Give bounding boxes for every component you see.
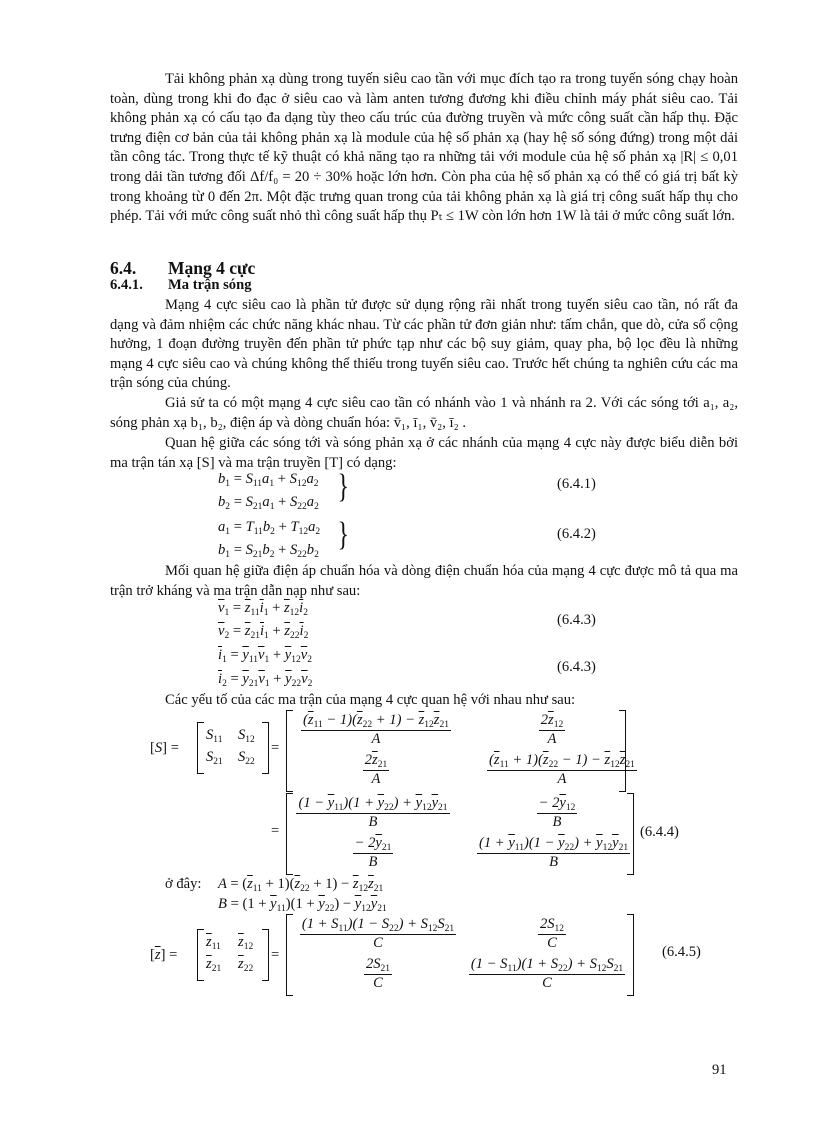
- equation-b1: $b_1 = S_{11}a_1 + S_{12}a_2$: [218, 471, 319, 489]
- equation-v1: $\overline{v}_1 = \overline{z}_{11}\overline{i}_1 + \overline{z}_{12}\overline{i}_2$: [218, 600, 308, 618]
- equation-b1-transfer: $b_1 = S_{21}b_2 + S_{22}b_2$: [218, 542, 319, 560]
- equation-number-6-4-3a: (6.4.3): [557, 612, 596, 628]
- equation-number-6-4-5: (6.4.5): [662, 944, 701, 960]
- document-page: Tải không phản xạ dùng trong tuyến siêu cao tần với mục đích tạo ra trong tuyến sóng chạy hoàn toàn, dùng trong khi đo đạc ở siêu cao và làm anten tương đương khi điều chỉnh máy phát siêu cao. Tải không phản xạ có cấu tạo đa dạng tùy theo cấu trúc của đường truyền và mức công suất cần hấp thụ. Đặc trưng điện cơ bản của tải không phản xạ là module của hệ số phản xạ (hay hệ số sóng đứng) trong một dải tần công tác. Trong thực tế kỹ thuật có khả năng tạo ra những tải với module của hệ số phản xạ |R| ≤ 0,01 trong dải tần tương đối Δf/f₀ = 20 ÷ 30% hoặc lớn hơn. Còn pha của hệ số phản xạ có thể có giá trị bất kỳ trong khoảng từ 0 đến 2π. Một đặc trưng quan trong của tải không phản xạ là giá trị công suất hấp thụ cho phép. Tải với mức công suất nhỏ thì công suất hấp thụ Pₜ ≤ 1W còn lớn hơn 1W là tải ở mức công suất lớn. 6.4. Mạng 4 cực 6.4.1. Ma trận sóng Mạng 4 cực siêu cao là phần tử được sử dụng rộng rãi nhất trong tuyến siêu cao tần, nó rất đa dạng và đảm nhiệm các chức năng khác nhau. Từ các phần tử đơn giản như: tấm chắn, que dò, cửa sổ cộng hưởng, 1 đoạn đường truyền đến phần tử phức tạp như các bộ suy giảm, quay pha, bộ lọc đều là những mạng 4 cực siêu cao và chúng không thể thiếu trong tuyến siêu cao. Trước hết chúng ta nghiên cứu các ma trận sóng của chúng. Giả sử ta có một mạng 4 cực siêu cao tần có nhánh vào 1 và nhánh ra 2. Với các sóng tới a₁, a₂, sóng phản xạ b₁, b₂, điện áp và dòng chuẩn hóa: v̄₁, ī₁, v̄₂, ī₂ . Quan hệ giữa các sóng tới và sóng phản xạ ở các nhánh của mạng 4 cực này được biểu diễn bởi ma trận tán xạ [S] và ma trận truyền [T] có dạng: $b_1 = S_{11}a_1 + S_{12}a_2$ $b_2 = S_{21}a_1 + S_{22}a_2$ } (6.4.1) $a_1 = T_{11}b_2 + T_{12}a_2$ $b_1 = S_{21}b_2 + S_{22}b_2$ } (6.4.2) Mối quan hệ giữa điện áp chuẩn hóa và dòng điện chuẩn hóa của mạng 4 cực được mô tả qua ma trận trở kháng và ma trận dẫn nạp như sau: $\overline{v}_1 = \overline{z}_{11}\overline{i}_1 + \overline{z}_{12}\overline{i}_2$ $\overline{v}_2 = \overline{z}_{21}\overline{i}_1 + \overline{z}_{22}\overline{i}_2$ (6.4.3) $\overline{i}_1 = \overline{y}_{11}\overline{v}_1 + \overline{y}_{12}\overline{v}_2$ $\overline{i}_2 = \overline{y}_{21}\overline{v}_1 + \overline{y}_{22}\overline{v}_2$ (6.4.3) Các yếu tố của các ma trận của mạng 4 cực quan hệ với nhau như sau: [S] = $S_{11}$ $S_{12}$ $S_{21}$ $S_{22}$ = $\frac{(\overline{z}_{11} - 1)(\overline{z}_{22} + 1) - \overline{z}_{12}\overline{z}_{21}}{A}$ $\frac{2\overline{z}_{12}}{A}$ $\frac{2\overline{z}_{21}}{A}$ $\frac{(\overline{z}_{11} + 1)(\overline{z}_{22} - 1) - \overline{z}_{12}\overline{z}_{21}}{A}$ = $\frac{(1 - \overline{y}_{11})(1 + \overline{y}_{22}) + \overline{y}_{12}\overline{y}_{21}}{B}$ $\frac{- 2\overline{y}_{12}}{B}$ $\frac{- 2\overline{y}_{21}}{B}$ $\frac{(1 + \overline{y}_{11})(1 - \overline{y}_{22}) + \overline{y}_{12}\overline{y}_{21}}{B}$ (6.4.4) ở đây: $A = (\overline{z}_{11} + 1)(\overline{z}_{22} + 1) - \overline{z}_{12}\overline{z}_{21}$ $B = (1 + \overline{y}_{11})(1 + \overline{y}_{22}) - \overline{y}_{12}\overline{y}_{21}$ $[\overline{z}]$ = $\overline{z}_{11}$ $\overline{z}_{12}$ $\overline{z}_{21}$ $\overline{z}_{22}$ = $\frac{(1 + S_{11})(1 - S_{22}) + S_{12}S_{21}}{C}$ $\frac{2S_{12}}{C}$ $\frac{2S_{21}}{C}$ $\frac{(1 - S_{11})(1 + S_{22}) + S_{12}S_{21}}{C}$ (6.4.5) 91: [110, 71, 738, 1078]
- equation-i1: $\overline{i}_1 = \overline{y}_{11}\overline{v}_1 + \overline{y}_{12}\overline{v}_2$: [218, 647, 312, 665]
- paragraph-4: Mối quan hệ giữa điện áp chuẩn hóa và dòng điện chuẩn hóa của mạng 4 cực được mô tả qua ma trận trở kháng và ma trận dẫn nạp như sau:: [110, 563, 738, 599]
- z-matrix: $\overline{z}_{11}$ $\overline{z}_{12}$ $\overline{z}_{21}$ $\overline{z}_{22}$: [197, 929, 269, 981]
- definition-b: $B = (1 + \overline{y}_{11})(1 + \overline{y}_{22}) - \overline{y}_{12}\overline{y}_{21}$: [218, 896, 387, 914]
- equation-i2: $\overline{i}_2 = \overline{y}_{21}\overline{v}_1 + \overline{y}_{22}\overline{v}_2$: [218, 671, 313, 689]
- subsection-heading: [110, 277, 252, 294]
- equation-number-6-4-4: (6.4.4): [640, 824, 679, 840]
- subsection-number: 6.4.1.: [110, 277, 143, 293]
- equation-a1: $a_1 = T_{11}b_2 + T_{12}a_2$: [218, 519, 321, 537]
- section-number: 6.4.: [110, 258, 137, 278]
- section-title: Mạng 4 cực: [168, 258, 256, 278]
- s-in-y-matrix: $\frac{(1 - \overline{y}_{11})(1 + \overline{y}_{22}) + \overline{y}_{12}\overline{y}_{21}}{B}$ $\frac{- 2\overline{y}_{12}}{B}$ $\frac{- 2\overline{y}_{21}}{B}$ $\frac{(1 + \overline{y}_{11})(1 - \overline{y}_{22}) + \overline{y}_{12}\overline{y}_{21}}{B}$: [286, 793, 634, 875]
- brace-right: }: [337, 468, 349, 505]
- paragraph-1: Mạng 4 cực siêu cao là phần tử được sử dụng rộng rãi nhất trong tuyến siêu cao tần, nó rất đa dạng và đảm nhiệm các chức năng khác nhau. Từ các phần tử đơn giản như: tấm chắn, que dò, cửa sổ cộng hưởng, 1 đoạn đường truyền đến phần tử phức tạp như các bộ suy giảm, quay pha, bộ lọc đều là những mạng 4 cực siêu cao và chúng không thể thiếu trong tuyến siêu cao. Trước hết chúng ta nghiên cứu các ma trận sóng của chúng.: [110, 297, 738, 392]
- s-matrix: $S_{11}$ $S_{12}$ $S_{21}$ $S_{22}$: [197, 722, 269, 774]
- paragraph-3: Quan hệ giữa các sóng tới và sóng phản xạ ở các nhánh của mạng 4 cực này được biểu diễn bởi ma trận tán xạ [S] và ma trận truyền [T] có dạng:: [110, 435, 738, 471]
- z-matrix-label: $[\overline{z}]$ =: [150, 947, 178, 963]
- equation-number-6-4-1: (6.4.1): [557, 476, 596, 492]
- s-in-z-matrix: $\frac{(\overline{z}_{11} - 1)(\overline{z}_{22} + 1) - \overline{z}_{12}\overline{z}_{21}}{A}$ $\frac{2\overline{z}_{12}}{A}$ $\frac{2\overline{z}_{21}}{A}$ $\frac{(\overline{z}_{11} + 1)(\overline{z}_{22} - 1) - \overline{z}_{12}\overline{z}_{21}}{A}$: [286, 710, 626, 792]
- section-heading: [110, 258, 255, 279]
- equation-v2: $\overline{v}_2 = \overline{z}_{21}\overline{i}_1 + \overline{z}_{22}\overline{i}_2$: [218, 623, 309, 641]
- page-number: 91: [712, 1062, 727, 1078]
- where-label: ở đây:: [165, 876, 202, 892]
- paragraph-5: Các yếu tố của các ma trận của mạng 4 cực quan hệ với nhau như sau:: [165, 692, 576, 708]
- paragraph-2: Giả sử ta có một mạng 4 cực siêu cao tần có nhánh vào 1 và nhánh ra 2. Với các sóng tới a₁, a₂, sóng phản xạ b₁, b₂, điện áp và dòng chuẩn hóa: v̄₁, ī₁, v̄₂, ī₂ .: [110, 395, 738, 431]
- intro-paragraph: Tải không phản xạ dùng trong tuyến siêu cao tần với mục đích tạo ra trong tuyến sóng chạy hoàn toàn, dùng trong khi đo đạc ở siêu cao và làm anten tương đương khi điều chỉnh máy phát siêu cao. Tải không phản xạ có cấu tạo đa dạng tùy theo cấu trúc của đường truyền và mức công suất cần hấp thụ. Đặc trưng điện cơ bản của tải không phản xạ là module của hệ số phản xạ (hay hệ số sóng đứng) trong một dải tần công tác. Trong thực tế kỹ thuật có khả năng tạo ra những tải với module của hệ số phản xạ |R| ≤ 0,01 trong dải tần tương đối Δf/f₀ = 20 ÷ 30% hoặc lớn hơn. Còn pha của hệ số phản xạ có thể có giá trị bất kỳ trong khoảng từ 0 đến 2π. Một đặc trưng quan trong của tải không phản xạ là giá trị công suất hấp thụ cho phép. Tải với mức công suất nhỏ thì công suất hấp thụ Pₜ ≤ 1W còn lớn hơn 1W là tải ở mức công suất lớn.: [110, 71, 738, 225]
- equation-number-6-4-2: (6.4.2): [557, 526, 596, 542]
- brace-right: }: [337, 516, 349, 553]
- s-matrix-label: [S] =: [150, 740, 179, 756]
- equation-b2: $b_2 = S_{21}a_1 + S_{22}a_2$: [218, 494, 319, 512]
- equation-number-6-4-3b: (6.4.3): [557, 659, 596, 675]
- z-in-s-matrix: $\frac{(1 + S_{11})(1 - S_{22}) + S_{12}S_{21}}{C}$ $\frac{2S_{12}}{C}$ $\frac{2S_{21}}{C}$ $\frac{(1 - S_{11})(1 + S_{22}) + S_{12}S_{21}}{C}$: [286, 914, 634, 996]
- definition-a: $A = (\overline{z}_{11} + 1)(\overline{z}_{22} + 1) - \overline{z}_{12}\overline{z}_{21}$: [218, 876, 384, 894]
- subsection-title: Ma trận sóng: [168, 277, 252, 293]
